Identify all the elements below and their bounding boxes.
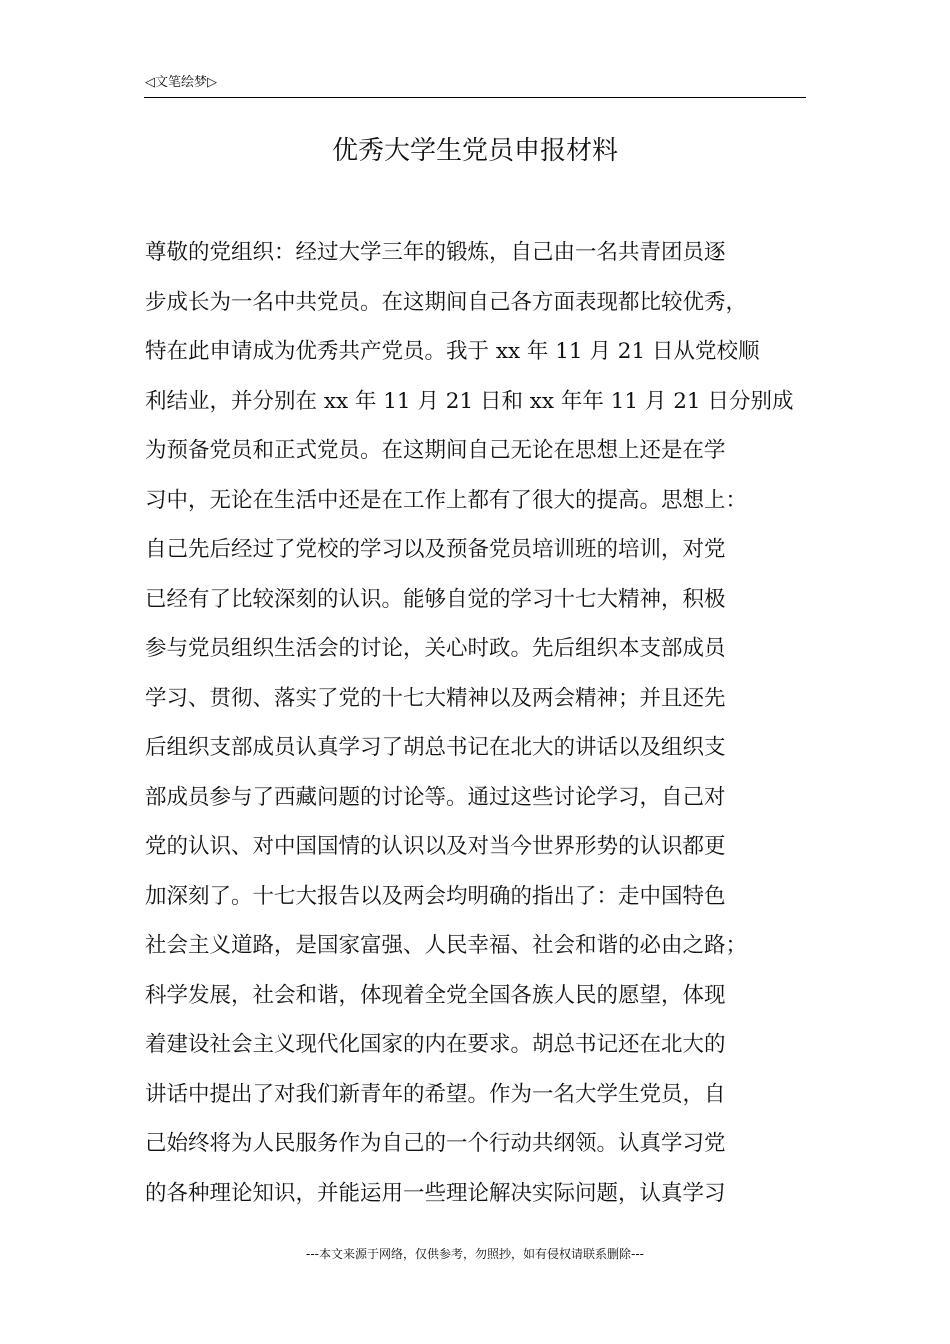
page-footer: ---本文来源于网络，仅供参考，勿照抄，如有侵权请联系删除---	[306, 1247, 644, 1261]
body-line: 社会主义道路，是国家富强、人民幸福、社会和谐的必由之路；	[145, 933, 748, 958]
body-line: 部成员参与了西藏问题的讨论等。通过这些讨论学习，自己对	[145, 784, 726, 810]
body-line: 习中，无论在生活中还是在工作上都有了很大的提高。思想上：	[145, 487, 748, 513]
header-divider	[144, 97, 806, 98]
body-line: 已经有了比较深刻的认识。能够自觉的学习十七大精神，积极	[145, 586, 726, 612]
body-line: 利结业，并分别在 xx 年 11 月 21 日和 xx 年年 11 月 21 日分别成	[145, 388, 794, 414]
body-line: 后组织支部成员认真学习了胡总书记在北大的讲话以及组织支	[145, 735, 726, 760]
body-line: 科学发展，社会和谐，体现着全党全国各族人民的愿望，体现	[145, 982, 726, 1008]
body-line: 的各种理论知识，并能运用一些理论解决实际问题，认真学习	[145, 1180, 726, 1206]
document-title: 优秀大学生党员申报材料	[331, 136, 618, 166]
body-line: 参与党员组织生活会的讨论，关心时政。先后组织本支部成员	[145, 636, 726, 661]
body-line: 为预备党员和正式党员。在这期间自己无论在思想上还是在学	[145, 438, 726, 463]
document-body	[145, 228, 815, 1218]
page-header: ◁文笔绘梦▷	[145, 75, 217, 90]
body-line: 党的认识、对中国国情的认识以及对当今世界形势的认识都更	[145, 834, 726, 859]
body-line: 着建设社会主义现代化国家的内在要求。胡总书记还在北大的	[145, 1032, 726, 1057]
body-line: 自己先后经过了党校的学习以及预备党员培训班的培训，对党	[145, 537, 726, 562]
body-line: 己始终将为人民服务作为自己的一个行动共纲领。认真学习党	[145, 1131, 726, 1156]
body-line: 特在此申请成为优秀共产党员。我于 xx 年 11 月 21 日从党校顺	[145, 339, 760, 364]
body-line: 尊敬的党组织：经过大学三年的锻炼，自己由一名共青团员逐	[145, 240, 726, 265]
body-line: 学习、贯彻、落实了党的十七大精神以及两会精神；并且还先	[145, 685, 726, 711]
body-line: 步成长为一名中共党员。在这期间自己各方面表现都比较优秀，	[145, 289, 748, 315]
body-line: 讲话中提出了对我们新青年的希望。作为一名大学生党员，自	[145, 1081, 726, 1107]
body-line: 加深刻了。十七大报告以及两会均明确的指出了：走中国特色	[145, 883, 726, 909]
